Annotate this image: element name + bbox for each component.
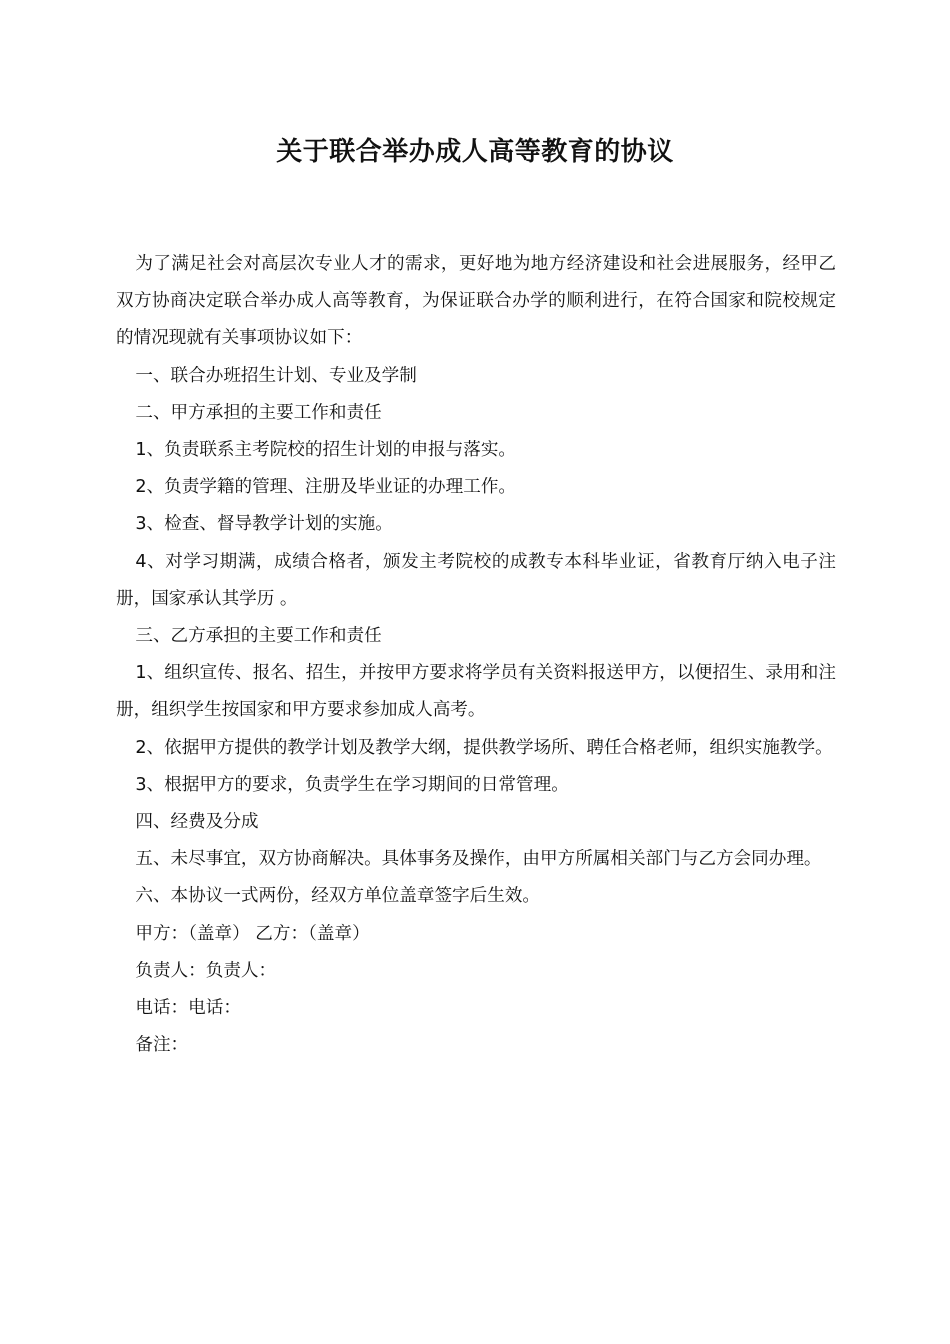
list-item: 1、负责联系主考院校的招生计划的申报与落实。 (135, 440, 517, 461)
list-item: 3、根据甲方的要求，负责学生在学习期间的日常管理。 (135, 774, 569, 795)
signature-phone: 电话：电话： (135, 998, 241, 1019)
document-body (116, 246, 836, 1064)
list-item: 2、依据甲方提供的教学计划及教学大纲，提供教学场所、聘任合格老师，组织实施教学。 (135, 737, 833, 758)
remarks: 备注： (135, 1035, 189, 1056)
list-item: 2、负责学籍的管理、注册及毕业证的办理工作。 (135, 477, 517, 498)
document-title: 关于联合举办成人高等教育的协议 (276, 137, 674, 167)
section-heading-4: 四、经费及分成 (135, 812, 259, 833)
section-heading-2: 二、甲方承担的主要工作和责任 (135, 402, 382, 423)
list-item: 4、对学习期满，成绩合格者，颁发主考院校的成教专本科毕业证，省教育厅纳入电子注册，国家承认其学历 。 (116, 551, 836, 609)
list-item: 1、组织宣传、报名、招生，并按甲方要求将学员有关资料报送甲方，以便招生、录用和注册，组织学生按国家和甲方要求参加成人高考。 (116, 663, 836, 721)
section-heading-1: 一、联合办班招生计划、专业及学制 (135, 365, 417, 386)
paragraph-intro: 为了满足社会对高层次专业人才的需求，更好地为地方经济建设和社会进展服务，经甲乙双方协商决定联合举办成人高等教育，为保证联合办学的顺利进行，在符合国家和院校规定的情况现就有关事项协议如下： (116, 254, 836, 349)
section-heading-5: 五、未尽事宜，双方协商解决。具体事务及操作，由甲方所属相关部门与乙方会同办理。 (135, 849, 822, 870)
list-item: 3、检查、督导教学计划的实施。 (135, 514, 393, 535)
section-heading-6: 六、本协议一式两份，经双方单位盖章签字后生效。 (135, 886, 541, 907)
section-heading-3: 三、乙方承担的主要工作和责任 (135, 626, 382, 647)
signature-responsible: 负责人：负责人： (135, 960, 277, 981)
signature-parties: 甲方：（盖章） 乙方：（盖章） (135, 923, 370, 944)
